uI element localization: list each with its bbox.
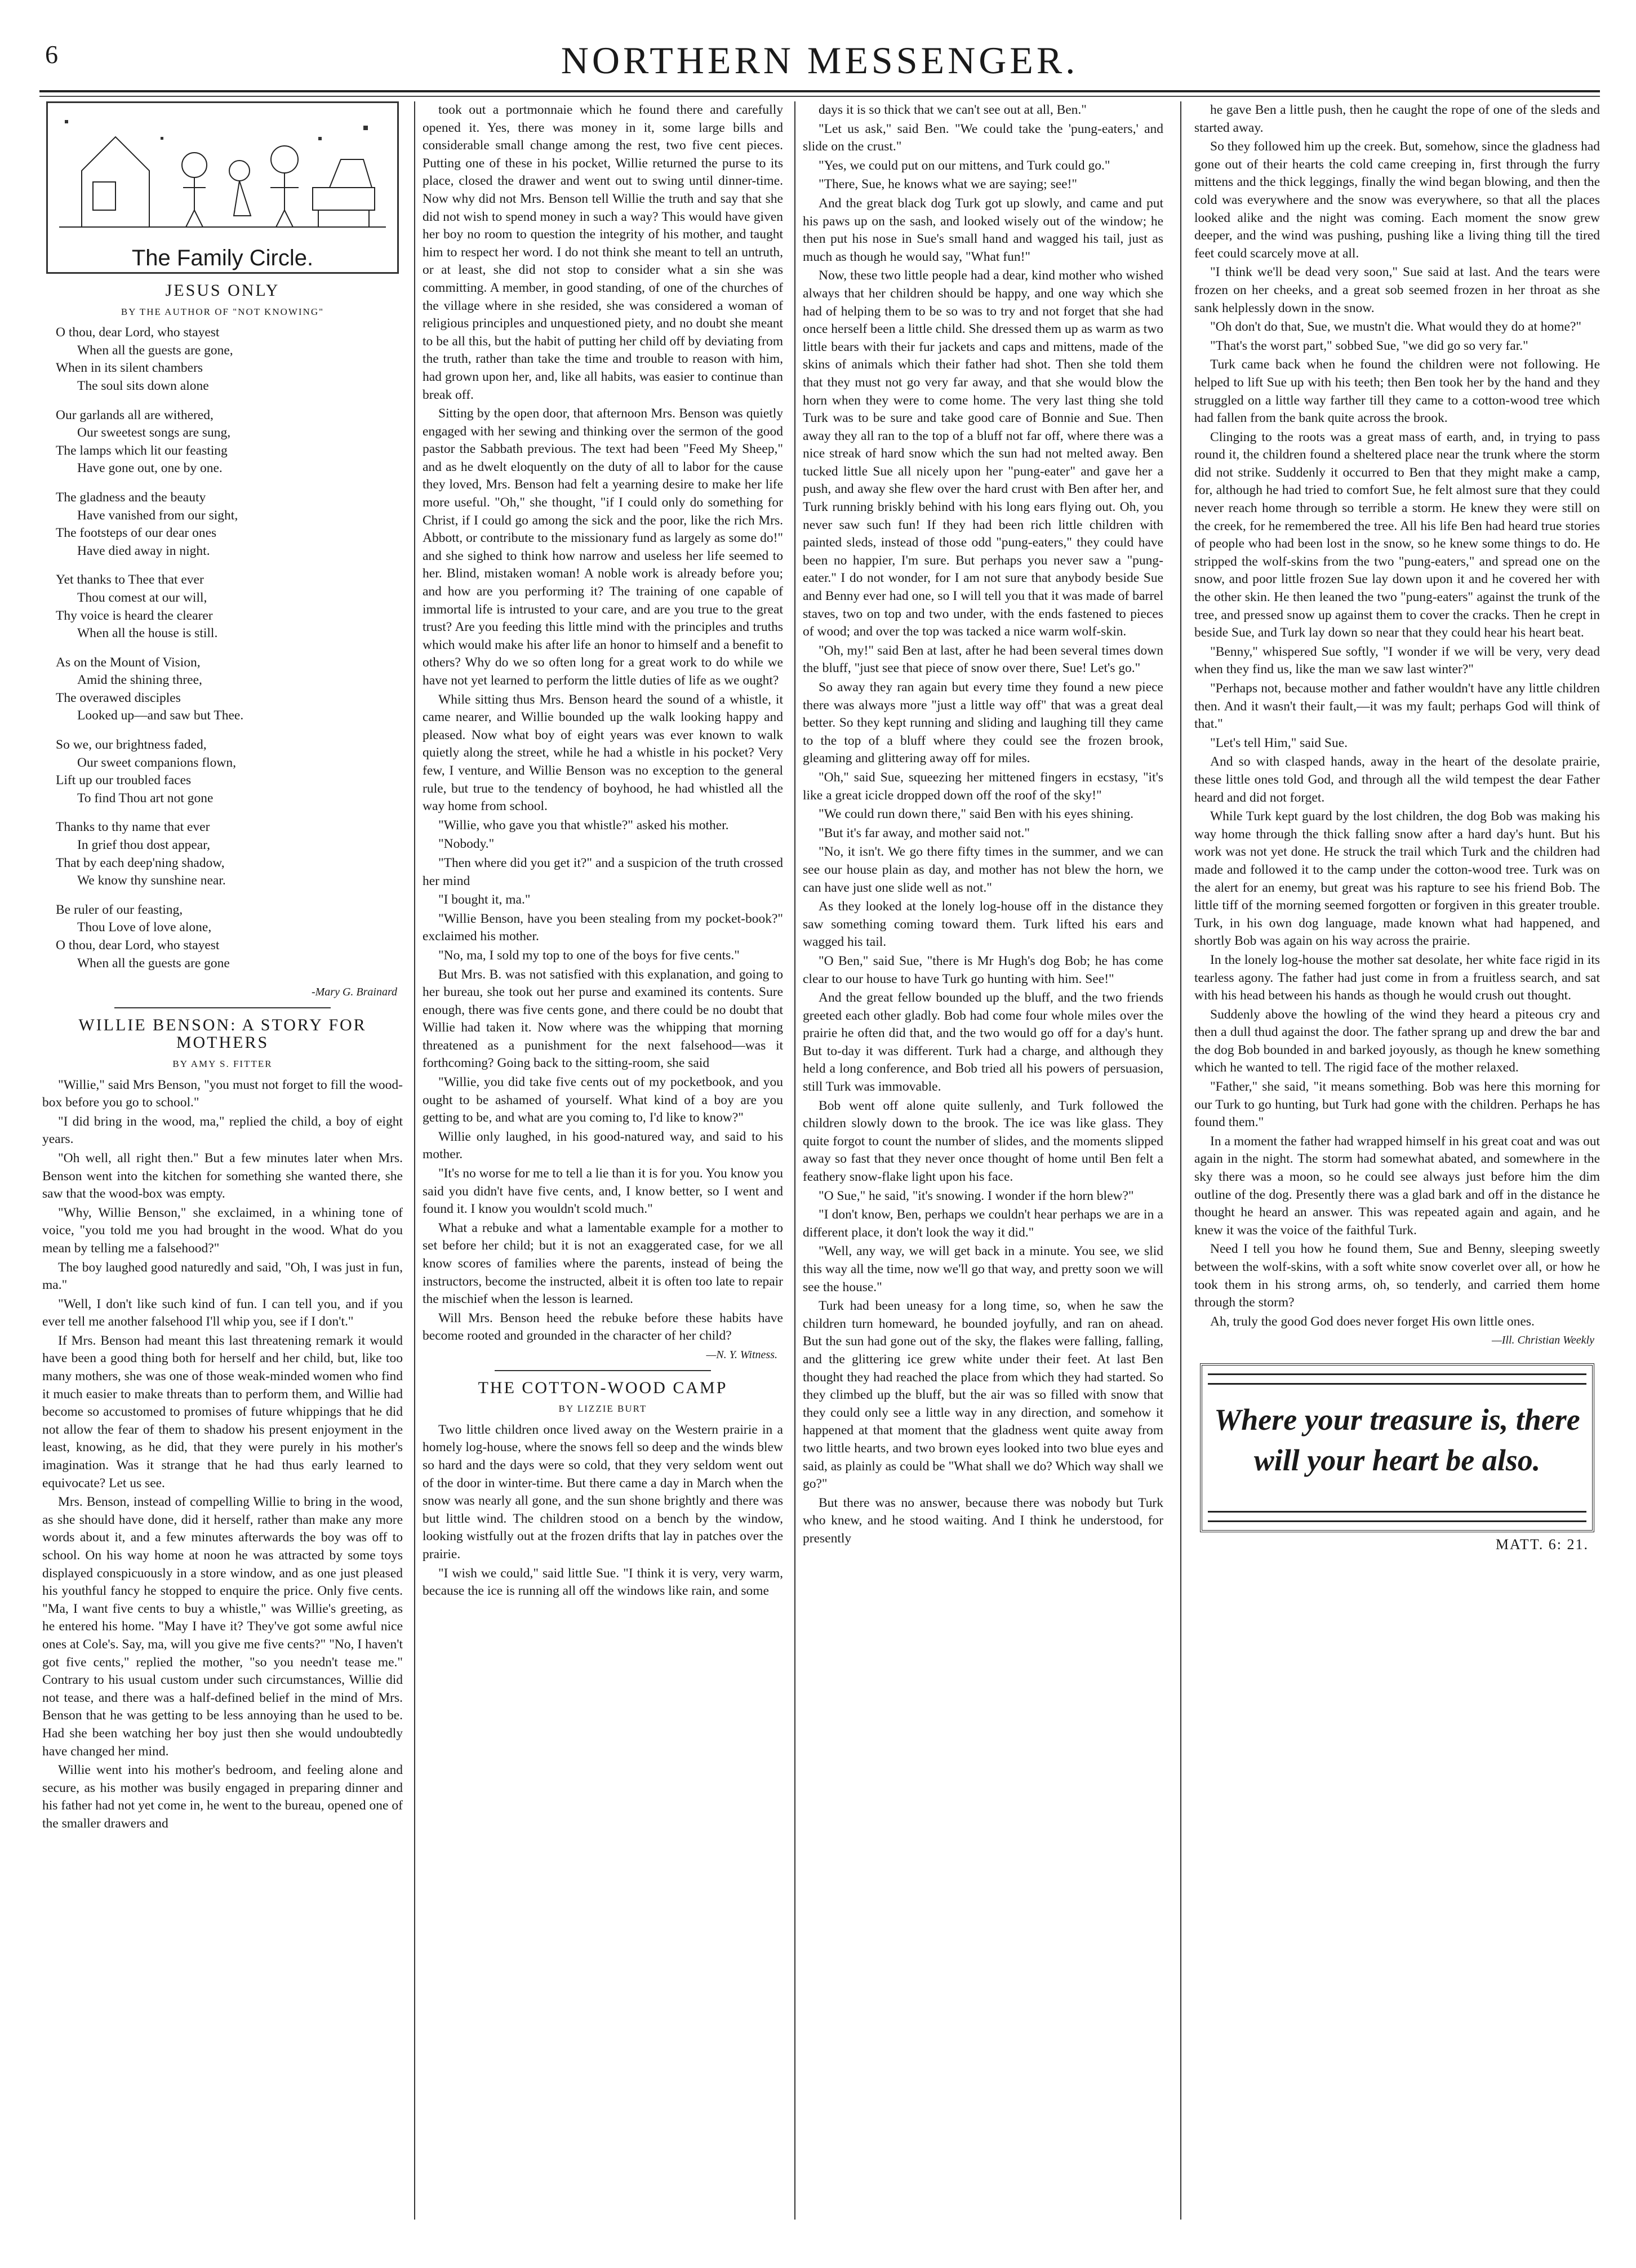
column-divider [794, 101, 795, 2220]
paragraph: While Turk kept guard by the lost children, the dog Bob was making his way home through the thick falling snow after a hard day's hunt. But his work was not yet done. He struck the trail which Turk and the children had made and followed it to the camp under the cotton-wood tree. Turk was on the alert for an enemy, but great was his rapture to see his friend Bob. The little tiff of the morning seemed forgotten or forgiven in this greater trouble. Turk, in his own dog language, made known what had happened, and shortly Bob was again on his way across the prairie. [1194, 809, 1600, 949]
poem-line: Our sweetest songs are sung, [77, 425, 231, 441]
paragraph: And the great fellow bounded up the bluff, and the two friends greeted each other gladly. Bob had come four whole miles over the prairie he often did that, and the two would go off for a day's hunt. But to-day it was different. Turk had a charge, and although they held a long conference, and Bob tried all his powers of persuasion, still Turk was immovable. [803, 990, 1163, 1095]
poem-byline: BY THE AUTHOR OF "NOT KNOWING" [121, 306, 324, 317]
column-4 [1194, 101, 1600, 2231]
poem-line: O thou, dear Lord, who stayest [56, 938, 220, 953]
paragraph: "That's the worst part," sobbed Sue, "we did go so very far." [1210, 338, 1528, 353]
poem-line: Amid the shining three, [77, 673, 202, 688]
paragraph: "Well, any way, we will get back in a minute. You see, we slid this way all the time, now we'll go that way, and pretty soon we will see the house." [803, 1244, 1163, 1295]
poem-line: Have gone out, one by one. [77, 461, 223, 476]
family-circle-engraving [46, 101, 399, 274]
paragraph: "Willie Benson, have you been stealing from my pocket-book?" exclaimed his mother. [423, 911, 783, 944]
story-byline: BY LIZZIE BURT [558, 1403, 647, 1415]
paragraph: "I did bring in the wood, ma," replied the child, a boy of eight years. [42, 1114, 403, 1147]
paragraph: While sitting thus Mrs. Benson heard the sound of a whistle, it came nearer, and Willie bounded up the walk looking happy and pleased. Now what boy of eight years was ever known to walk quietly along the street, while he had a whistle in his pocket? Very few, I venture, and Willie Benson was no exception to the general rule, but true to the tendency of boyhood, he had whistled all the way home from school. [423, 692, 783, 814]
motto-reference: MATT. 6: 21. [1495, 1536, 1589, 1553]
story-text [423, 1421, 783, 1600]
column-divider [1180, 101, 1181, 2220]
paragraph: Willie went into his mother's bedroom, and feeling alone and secure, as his mother was busily engaged in preparing dinner and his father had not yet come in, he went to the bureau, opened one of the smaller drawers and [42, 1763, 403, 1831]
poem-line: The overawed disciples [56, 690, 181, 705]
column-1 [42, 101, 403, 2231]
poem-line: So we, our brightness faded, [56, 737, 207, 753]
paragraph: Will Mrs. Benson heed the rebuke before these habits have become rooted and grounded in the character of her child? [423, 1310, 783, 1344]
paragraph: "I bought it, ma." [438, 892, 531, 908]
poem-line: O thou, dear Lord, who stayest [56, 325, 220, 340]
story-title: THE COTTON-WOOD CAMP [478, 1378, 728, 1397]
column-3 [803, 101, 1163, 2231]
page-number: 6 [45, 40, 58, 69]
poem-line: When all the guests are gone, [77, 343, 233, 358]
paragraph: days it is so thick that we can't see out at all, Ben." [819, 103, 1087, 117]
poem-line: Have vanished from our sight, [77, 508, 238, 523]
masthead-title: NORTHERN MESSENGER. [561, 39, 1079, 82]
poem-line: As on the Mount of Vision, [56, 655, 201, 670]
paragraph: Willie only laughed, in his good-natured way, and said to his mother. [423, 1129, 783, 1162]
story-text [42, 1077, 403, 1833]
paragraph: "Nobody." [438, 837, 495, 852]
paragraph: "Perhaps not, because mother and father wouldn't have any little children then. And it wasn't their fault,—it was my fault; perhaps God will think of that." [1194, 681, 1600, 732]
paragraph: Turk came back when he found the children were not following. He helped to lift Sue up with his teeth; then Ben took her by the hand and they struggled on a little way farther till they came to a cotton-wood tree which had fallen from the bank quite across the brook. [1194, 357, 1600, 426]
paragraph: "Let's tell Him," said Sue. [1210, 735, 1348, 750]
story-source: —Ill. Christian Weekly [1491, 1334, 1594, 1347]
paragraph: But Mrs. B. was not satisfied with this explanation, and going to her bureau, she took out her purse and examined its contents. Sure enough, there was five cents gone, and there could be no doubt that Willie had taken it. Now where was the whipping that morning threatened as a punishment for the next falsehood—was it forthcoming? Going back to the sitting-room, she said [423, 967, 783, 1071]
poem-title: JESUS ONLY [165, 281, 280, 300]
poem-stanza [56, 407, 403, 478]
motto-text: Where your treasure is, there will your heart be also. [1214, 1402, 1580, 1477]
poem-signature: -Mary G. Brainard [311, 986, 397, 999]
paragraph: But there was no answer, because there was nobody but Turk who knew, and he stood waiting. And I think he understood, for presently [803, 1495, 1163, 1546]
paragraph: Need I tell you how he found them, Sue and Benny, sleeping sweetly between the wolf-skins, with a soft white snow coverlet over all, or how he took them in his strong arms, oh, so tenderly, and carried them home through the storm? [1194, 1242, 1600, 1310]
poem-stanza [56, 819, 403, 890]
story-byline: BY AMY S. FITTER [172, 1058, 273, 1069]
poem-line: Thou comest at our will, [77, 590, 207, 605]
paragraph: he gave Ben a little push, then he caught the rope of one of the sleds and started away. [1194, 103, 1600, 135]
paragraph: Clinging to the roots was a great mass of earth, and, in trying to pass round it, the children found a sheltered place near the trunk where the storm did not strike. Suddenly it occurred to Ben that they might make a camp, for, although he had tried to comfort Sue, he felt almost sure that they could never reach home through so terrible a storm. He knew they were still on the creek, for he remembered the tree. All his life Ben had heard true stories of people who had been lost in the snow, so he knew some things to do. He stripped the wolf-skins from the two "pung-eaters," and spread one on the snow, and poor little frozen Sue lay down upon it and he covered her with the other skin. He then leaned the two "pung-eaters" against the trunk of the tree, and pressed snow up against them to cover the cracks. Then he crept in beside Sue, and Turk lay down so near that they could hear his heart beat. [1194, 429, 1600, 641]
paragraph: "There, Sue, he knows what we are saying; see!" [819, 177, 1078, 192]
poem-line: The lamps which lit our feasting [56, 443, 228, 458]
paragraph: If Mrs. Benson had meant this last threatening remark it would have been a good thing both for herself and her child, but, like too many mothers, she was one of those weak-minded women who find it much easier to make threats than to perform them, and Willie had become so accustomed to promises of future whippings that he did not allow the fear of them to shadow his present enjoyment in the least, knowing, as he did, that they were purely in his mother's imagination. Was it strange that he had thus early learned to equivocate? Let us see. [42, 1333, 403, 1491]
poem-line: Our garlands all are withered, [56, 407, 214, 423]
paragraph: Mrs. Benson, instead of compelling Willie to bring in the wood, as she should have done, did it herself, rather than make any more words about it, and a few minutes afterwards the boy was off to school. On his way home at noon he was attracted by some toys displayed conspicuously in a store window, and as one just pleased his youthful fancy he stopped to enquire the price. Only five cents. "Ma, I want five cents to buy a whistle," was Willie's greeting, as he entered his home. "May I have it? They've got some awful nice ones at Cole's. Say, ma, will you give me five cents?" "No, I haven't got five cents," replied the mother, "so you needn't tease me." Contrary to his usual custom under such circumstances, Willie did not tease, and there was a half-defined belief in the mind of Mrs. Benson that he was getting to be less annoying than he used to be. Had she been watching her boy just then she would undoubtedly have changed her mind. [42, 1495, 403, 1759]
paragraph: "Father," she said, "it means something. Bob was here this morning for our Turk to go hunting, but Turk had gone with the children. Perhaps he has found them." [1194, 1079, 1600, 1130]
paragraph: "Benny," whispered Sue softly, "I wonder if we will be very, very dead when they find us, like the man we saw last winter?" [1194, 644, 1600, 677]
paragraph: "I wish we could," said little Sue. "I think it is very, very warm, because the ice is running all off the windows like rain, and some [423, 1566, 783, 1599]
paragraph: The boy laughed good naturedly and said, "Oh, I was just in fun, ma." [42, 1260, 403, 1293]
paragraph: What a rebuke and what a lamentable example for a mother to set before her child; but it is not an exaggerated case, for we all know scores of families where the parents, instead of being the instructors, become the instructed, albeit it is often too late to repair the mischief when the lesson is learned. [423, 1220, 783, 1307]
ornament-bar [1208, 1373, 1586, 1385]
paragraph: As they looked at the lonely log-house off in the distance they saw something coming toward them. Turk lifted his ears and wagged his tail. [803, 899, 1163, 950]
story-title: WILLIE BENSON: A STORY FOR MOTHERS [78, 1015, 367, 1052]
story-text [803, 101, 1163, 1548]
paragraph: "No, ma, I sold my top to one of the boys for five cents." [438, 948, 740, 963]
paragraph: Bob went off alone quite sullenly, and Turk followed the children slowly down to the brook. The ice was like glass. They quite forgot to count the number of slides, and the moments slipped away so fast that they never once thought of home until Ben felt a feathery snow-flake light upon his face. [803, 1098, 1163, 1185]
paragraph: Turk had been uneasy for a long time, so, when he saw the children turn homeward, he bounded joyfully, and ran on ahead. But the sun had gone out of the sky, the flakes were falling, falling, and the glittering ice grew white under their feet. At last Ben thought they had reached the place from which they had started. So they climbed up the bluff, but the air was so filled with snow that they could only see a little way in any direction, and somehow it happened at that moment that the gladness went quite away from two little hearts, and two brown eyes looked into two blue eyes and said, as plainly as could be "What shall we do? Which way shall we go?" [803, 1298, 1163, 1492]
paragraph: And the great black dog Turk got up slowly, and came and put his paws up on the sash, and looked wisely out of the window; he then put his nose in Sue's small hand and wagged his tail, just as much as though he would say, "What fun!" [803, 195, 1163, 264]
paragraph: Now, these two little people had a dear, kind mother who wished always that her children should be happy, and one way which she had of helping them to be so was to try and not forget that she had once herself been a little child. She dressed them up as warm as two little bears with their fur jackets and caps and mittens, made of the skins of animals which their father had shot. Then she told them that they must not go very far away, and that she would blow the horn when they were to come home. The very last thing she told Turk was to be sure and take good care of Bonnie and Sue. Then away they all ran to the top of a bluff not far off, where there was a nice streak of hard snow which the sun had not melted away. Ben tucked little Sue all nicely upon her "pung-eater" and gave her a push, and away she flew over the hard crust with Ben after her, and Turk running briskly behind with his long ears flying out. Oh, you never saw such fun! If they had been rich little children with painted sleds, instead of those odd "pung-eaters," they could have been no happier, I'm sure. But perhaps you never saw a "pung-eater." I do not wonder, for I am not sure that anybody beside Sue and Benny ever had one, so I will tell you that it was made of barrel staves, two on top and two under, with the ends fastened to pieces of wood; and over the top was tacked a nice warm wolf-skin. [803, 268, 1163, 639]
paragraph: "We could run down there," said Ben with his eyes shining. [819, 807, 1134, 822]
poem-line: Thou Love of love alone, [77, 920, 212, 935]
column-divider [414, 101, 415, 2220]
story-source: —N. Y. Witness. [706, 1348, 777, 1361]
divider [114, 1007, 331, 1008]
poem-line: Lift up our troubled faces [56, 773, 192, 788]
paragraph: "Willie, who gave you that whistle?" asked his mother. [438, 817, 729, 833]
poem-stanza [56, 324, 403, 395]
paragraph: "Yes, we could put on our mittens, and Turk could go." [819, 158, 1110, 173]
paragraph: "Oh," said Sue, squeezing her mittened fingers in ecstasy, "it's like a great icicle dropped down off the roof of the sky!" [803, 770, 1163, 803]
poem-stanza [56, 654, 403, 725]
paragraph: "Willie, you did take five cents out of my pocketbook, and you ought to be ashamed of yourself. What kind of a boy are you getting to be, and what are you coming to, I'd like to know?" [423, 1075, 783, 1126]
story-text [1194, 101, 1600, 1331]
paragraph: "O Sue," he said, "it's snowing. I wonder if the horn blew?" [819, 1188, 1134, 1203]
paragraph: "No, it isn't. We go there fifty times in the summer, and we can see our house plain as day, and mother has not blew the horn, we can have just one slide well as not." [803, 844, 1163, 895]
poem-line: To find Thou art not gone [77, 790, 214, 806]
paragraph: So they followed him up the creek. But, somehow, since the gladness had gone out of their hearts the cold came creeping in, first through the furry mittens and the thick leggings, finally the wind began blowing, and then the cold was everywhere and the snow was everywhere, so that all the places looked alike and the night was coming. Each moment the snow grew deeper, and the wind was pushing, pushing like a living thing till the tired feet could scarcely move at all. [1194, 139, 1600, 261]
paragraph: "Well, I don't like such kind of fun. I can tell you, and if you ever tell me another falsehood I'll whip you, see if I don't." [42, 1296, 403, 1329]
poem-stanza [56, 571, 403, 642]
poem-stanza [56, 489, 403, 560]
story-text [423, 101, 783, 1345]
poem-line: Be ruler of our feasting, [56, 902, 183, 917]
family-scene-illustration [48, 103, 394, 238]
paragraph: "O Ben," said Sue, "there is Mr Hugh's dog Bob; he has come clear to our house to have Turk go hunting with him. See!" [803, 953, 1163, 986]
paragraph: "I think we'll be dead very soon," Sue said at last. And the tears were frozen on her cheeks, and a great sob seemed frozen in her throat as she sank helplessly down in the snow. [1194, 265, 1600, 315]
paragraph: In a moment the father had wrapped himself in his great coat and was out again in the night. The storm had somewhat abated, and somewhere in the sky there was a moon, so he could see always just before him the dim outline of the dog. Presently there was a glad bark and off in the distance he thought he heard an answer. This was repeated again and again, and he knew it was the voice of the faithful Turk. [1194, 1133, 1600, 1238]
paragraph: "But it's far away, and mother said not." [819, 825, 1030, 841]
poem-line: That by each deep'ning shadow, [56, 855, 225, 870]
poem-line: Looked up—and saw but Thee. [77, 708, 244, 723]
poem-line: In grief thou dost appear, [77, 838, 210, 853]
paragraph: "It's no worse for me to tell a lie than it is for you. You know you said you didn't have five cents, and, I know better, so I went and found it. I know you wouldn't scold much." [423, 1166, 783, 1217]
paragraph: And so with clasped hands, away in the heart of the desolate prairie, these little ones told God, and through all the wild tempest the dear Father heard and did not forget. [1194, 754, 1600, 805]
section-heading: The Family Circle. [131, 246, 314, 271]
paragraph: "I don't know, Ben, perhaps we couldn't hear perhaps we are in a different place, it don't look the way it did." [803, 1207, 1163, 1240]
paragraph: So away they ran again but every time they found a new piece there was always more "just a little way off" that was a great deal better. So they kept running and sliding and laughing till they came to the top of a bluff where they could see the frozen brook, gleaming and glittering away off for miles. [803, 680, 1163, 766]
poem-line: Thy voice is heard the clearer [56, 608, 213, 623]
poem-line: The soul sits down alone [77, 378, 209, 393]
paragraph: "Oh don't do that, Sue, we mustn't die. What would they do at home?" [1210, 319, 1582, 335]
poem-line: Yet thanks to Thee that ever [56, 572, 204, 588]
paragraph: "Willie," said Mrs Benson, "you must not forget to fill the wood-box before you go to school." [42, 1077, 403, 1110]
paragraph: Suddenly above the howling of the wind they heard a piteous cry and then a dull thud against the door. The father sprang up and drew the bar and the dog Bob bounded in and barked joyously, as though he knew something which he wanted to tell. The rigid face of the mother relaxed. [1194, 1007, 1600, 1075]
paragraph: "Oh, my!" said Ben at last, after he had been several times down the bluff, "just see that piece of snow over there, Sue! Let's go." [803, 643, 1163, 676]
poem-line: When all the house is still. [77, 626, 218, 641]
poem-line: The footsteps of our dear ones [56, 526, 217, 541]
paragraph: Two little children once lived away on the Western prairie in a homely log-house, where the snows fell so deep and the winds blew so hard and the days were so cold, that they very seldom went out of the door in winter-time. But there came a day in March when the snow was nearly all gone, and the sun shone brightly and there was but little wind. The children stood on a bench by the window, looking wistfully out at the frozen drifts that lay in patches over the prairie. [423, 1422, 783, 1562]
paragraph: "Then where did you get it?" and a suspicion of the truth crossed her mind [423, 855, 783, 888]
paragraph: "Why, Willie Benson," she exclaimed, in a whining tone of voice, "you told me you had brought in the wood. What do you mean by telling me a falsehood?" [42, 1205, 403, 1256]
poem-line: Our sweet companions flown, [77, 755, 236, 770]
poem-stanza [56, 736, 403, 807]
paragraph: In the lonely log-house the mother sat desolate, her white face rigid in its tearless agony. The father had just come in from a fruitless search, and sat with his head between his hands as though he would crush out thought. [1194, 952, 1600, 1003]
paragraph: "Let us ask," said Ben. "We could take the 'pung-eaters,' and slide on the crust." [803, 121, 1163, 154]
poem-line: When in its silent chambers [56, 361, 203, 376]
poem-line: We know thy sunshine near. [77, 873, 226, 888]
paragraph: Sitting by the open door, that afternoon Mrs. Benson was quietly engaged with her sewing and thinking over the sermon of the good pastor the Sabbath previous. The text had been "Feed My Sheep," and as he dwelt eloquently on the duty of all to labor for the cause they loved, Mrs. Benson had felt a yearning desire to make her life more useful. "Oh," she thought, "if I could only do something for Christ, if I could go among the sick and the poor, like the rich Mrs. Abbott, or contribute to the missionary fund as largely as some do!" and she sighed to think how narrow and useless her life seemed to her. Blind, mistaken woman! A noble work is already before you; and how are you performing it? The training of one capable of immortal life is intrusted to your care, and are you true to the great trust? Are you feeding this little mind with the principles and truths which would make his after life an honor to himself and a benefit to others? Why do we so often long for a great work to do while we have not yet learned to perform the little duties of life as we ought? [423, 406, 783, 688]
divider [495, 1370, 711, 1371]
poem-line: Have died away in night. [77, 543, 210, 558]
paragraph: took out a portmonnaie which he found there and carefully opened it. Yes, there was money in it, some large bills and considerable small change among the rest, two five cent pieces. Putting one of these in his pocket, Willie returned the purse to its place, closed the drawer and went out to swing until dinner-time. Now why did not Mrs. Benson tell Willie the truth and say that she did not wish to spend money in such a way? This would have given her boy no room to question the integrity of his mother, and taught him to respect her word. I do not think she meant to tell an untruth, or at least, she did not stop to consider what a sin she was committing. A member, in good standing, of one of the churches of the village where in she resided, she was considered a woman of religious principles and unquestioned piety, and no doubt she meant to be all this, but the habit of putting her child off by deviating from the truth, rather than take the time and trouble to reason with him, had grown upon her, and, like all habits, was easier to continue than break off. [423, 103, 783, 402]
poem-stanza [56, 901, 403, 972]
scripture-motto-box [1200, 1363, 1594, 1532]
page-header [39, 28, 1600, 92]
poem-line: The gladness and the beauty [56, 490, 206, 505]
ornament-bar [1208, 1511, 1586, 1522]
paragraph: Ah, truly the good God does never forget His own little ones. [1210, 1314, 1535, 1329]
paragraph: "Oh well, all right then." But a few minutes later when Mrs. Benson went into the kitchen for something she wanted there, she saw that the wood-box was empty. [42, 1150, 403, 1202]
poem-body [42, 324, 403, 972]
poem-line: Thanks to thy name that ever [56, 820, 210, 835]
header-rule [39, 96, 1600, 97]
poem-line: When all the guests are gone [77, 955, 230, 971]
column-2 [423, 101, 783, 2231]
